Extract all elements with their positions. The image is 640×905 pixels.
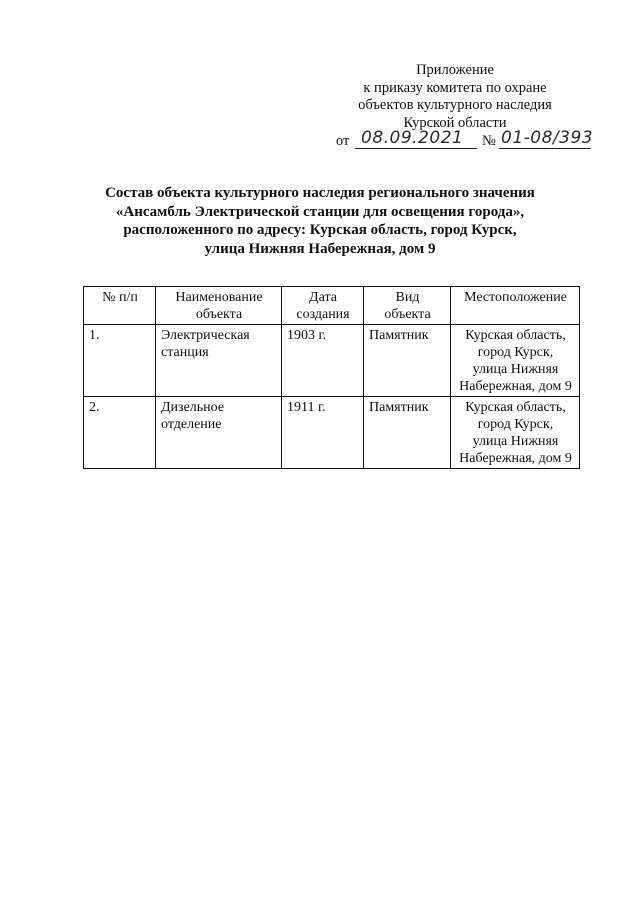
order-reference — [333, 130, 595, 152]
number-underline — [499, 148, 591, 149]
title-line-3: расположенного по адресу: Курская область, город Курск, — [123, 222, 517, 238]
date-underline — [355, 148, 477, 149]
header-location: Местоположение — [451, 287, 580, 325]
cell-number: 2. — [84, 397, 156, 469]
cell-number: 1. — [84, 325, 156, 397]
title-line-4: улица Нижняя Набережная, дом 9 — [204, 240, 436, 257]
cell-date: 1911 г. — [282, 397, 364, 469]
cell-type: Памятник — [364, 325, 451, 397]
table-row — [84, 325, 580, 397]
header-date: Дата создания — [282, 287, 364, 325]
appendix-line-4: Курской области — [403, 114, 507, 131]
from-label: от — [336, 133, 350, 149]
title-line-1: Состав объекта культурного наследия регионального значения — [105, 185, 535, 201]
header-name: Наименование объекта — [156, 287, 282, 325]
header-type: Вид объекта — [364, 287, 451, 325]
cell-name: Электрическая станция — [156, 325, 282, 397]
cell-date: 1903 г. — [282, 325, 364, 397]
cell-name: Дизельное отделение — [156, 397, 282, 469]
handwritten-number: 01-08/393 — [501, 128, 594, 148]
document-title — [100, 184, 540, 258]
appendix-line-2: к приказу комитета по охране — [363, 79, 547, 96]
header-number: № п/п — [84, 287, 156, 325]
title-line-2: «Ансамбль Электрической станции для освещения города», — [115, 203, 525, 220]
table-row — [84, 397, 580, 469]
cell-type: Памятник — [364, 397, 451, 469]
cell-location: Курская область, город Курск, улица Нижняя Набережная, дом 9 — [451, 397, 580, 469]
table-header-row — [84, 287, 580, 325]
appendix-header — [330, 62, 580, 132]
number-label: № — [482, 133, 496, 149]
objects-table — [83, 286, 580, 469]
appendix-line-1: Приложение — [416, 62, 494, 78]
appendix-line-3: объектов культурного наследия — [358, 97, 552, 113]
handwritten-date: 08.09.2021 — [361, 128, 464, 148]
cell-location: Курская область, город Курск, улица Нижняя Набережная, дом 9 — [451, 325, 580, 397]
